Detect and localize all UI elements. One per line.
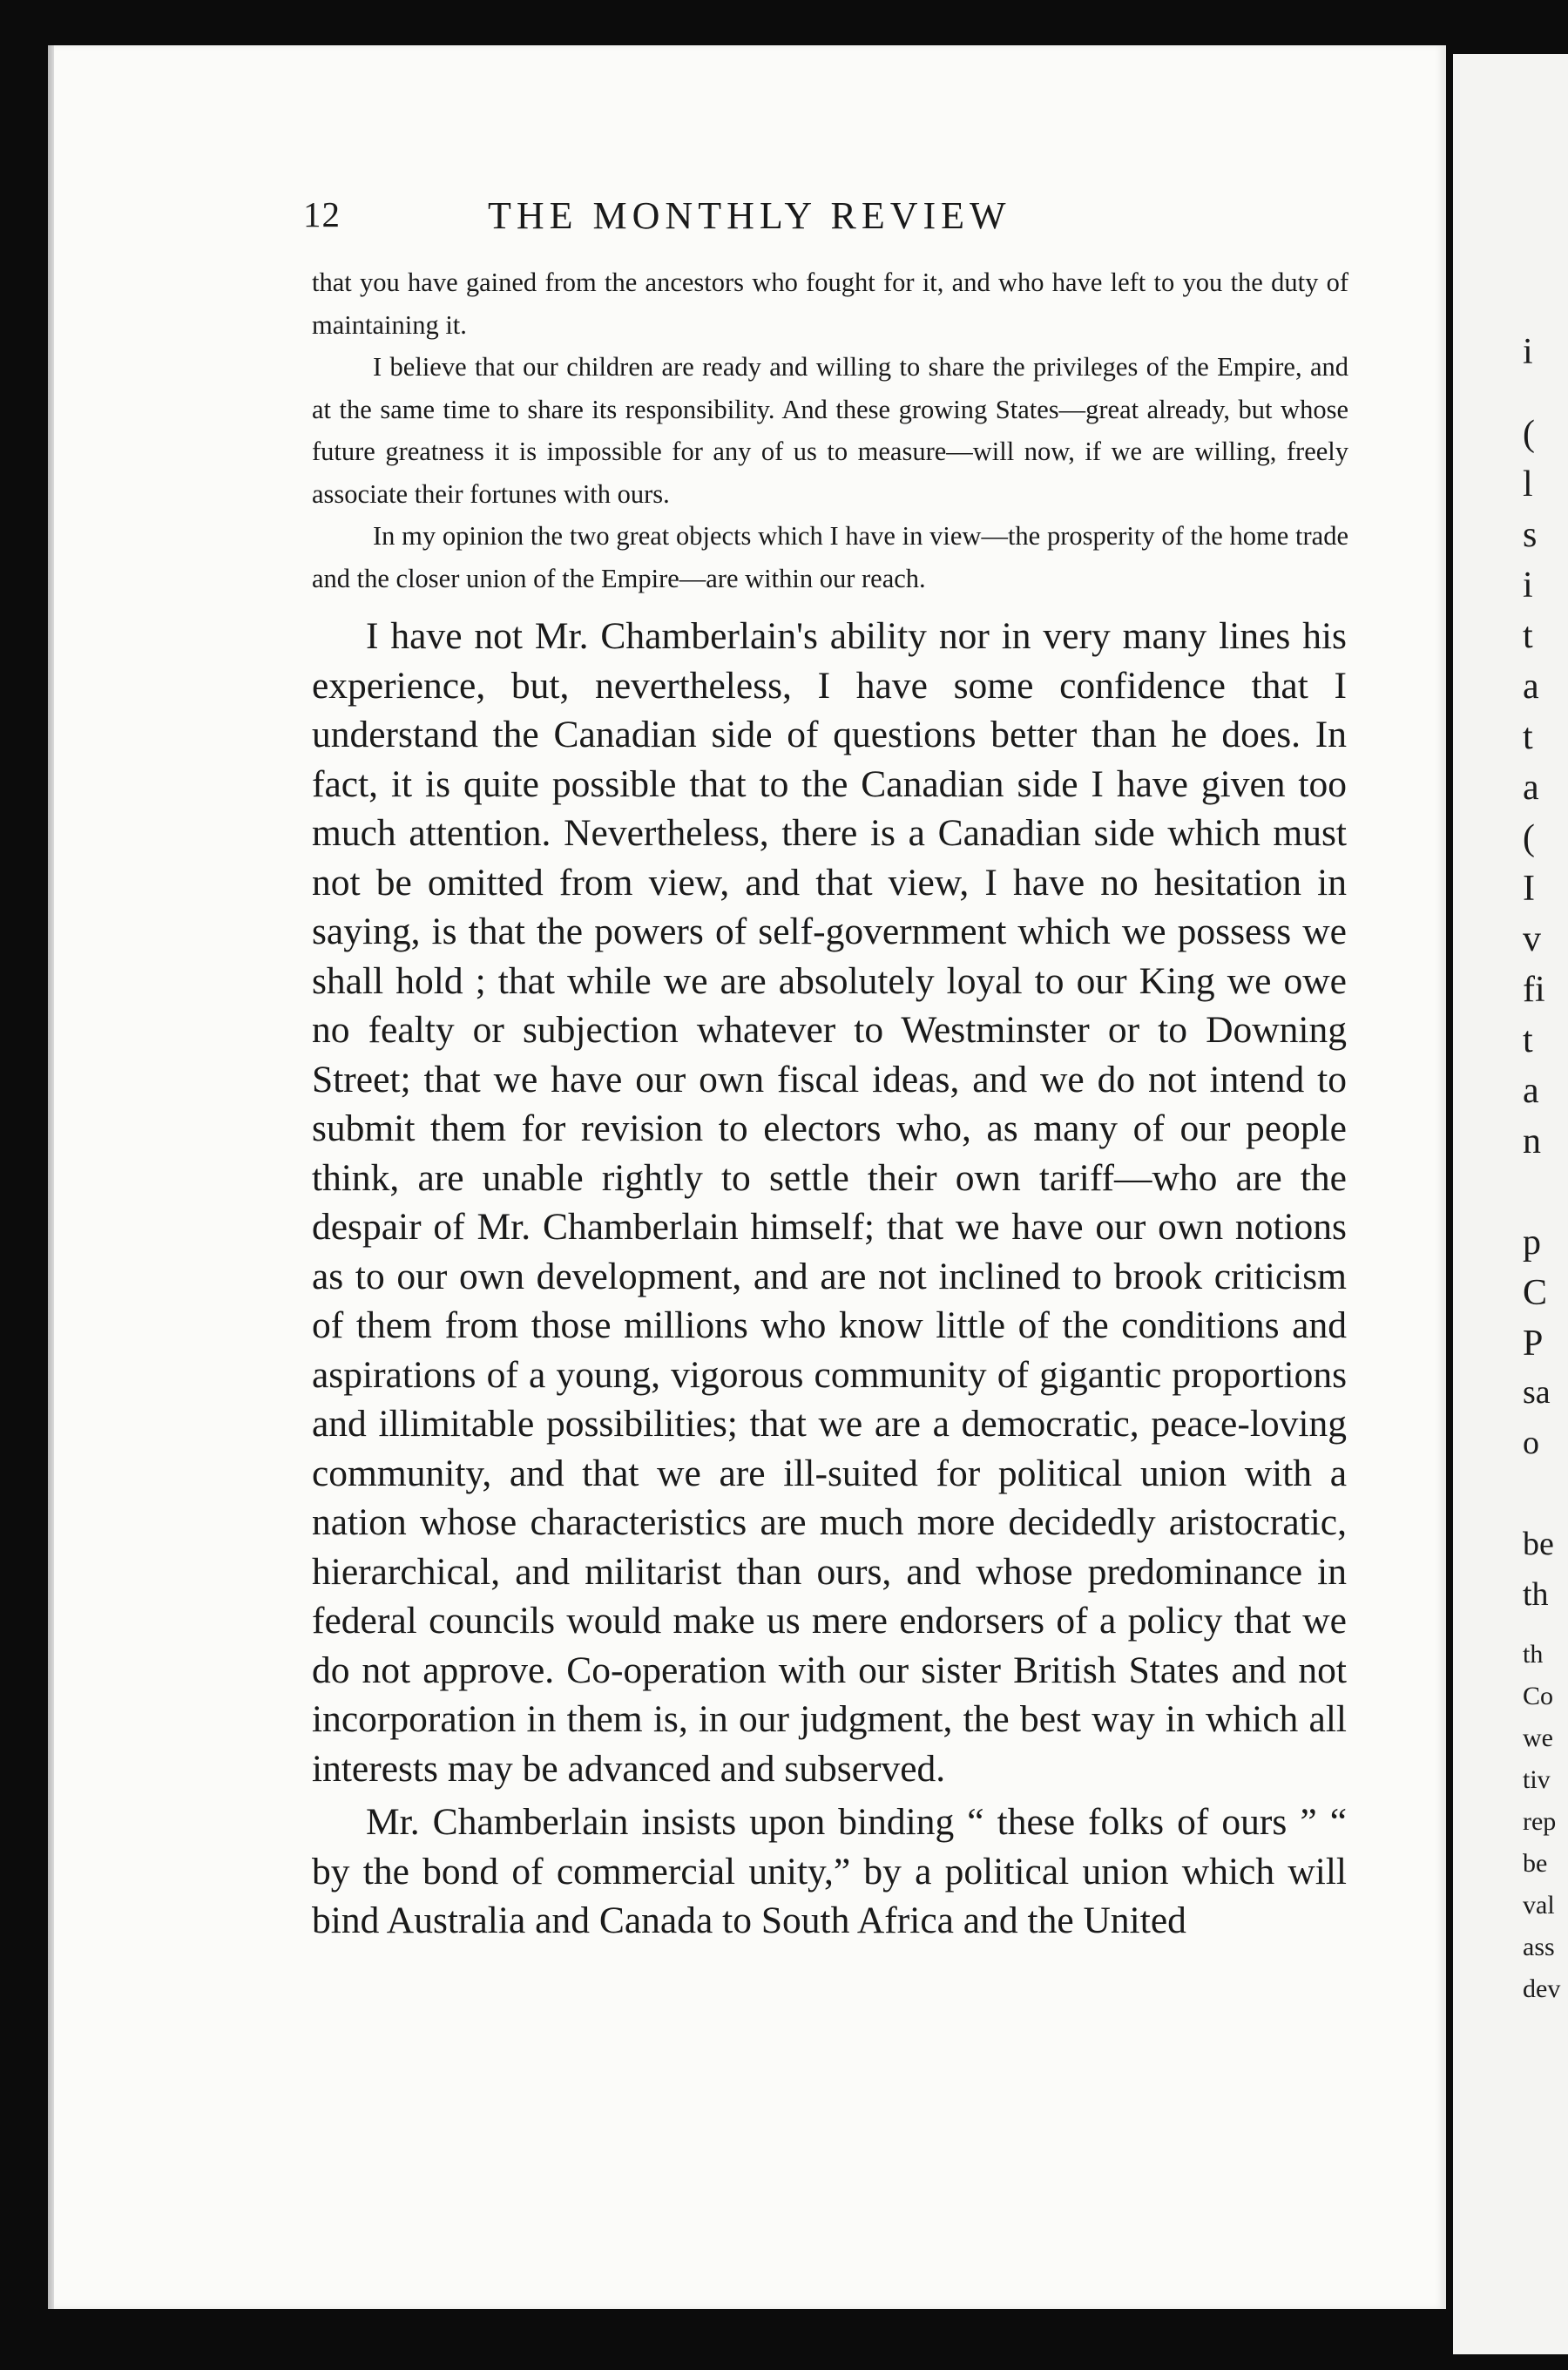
facing-page-fragment: C [1523,1273,1548,1313]
running-title: THE MONTHLY REVIEW [488,194,1011,237]
facing-page-fragment: a [1523,1071,1539,1111]
facing-page-fragment: o [1523,1425,1539,1461]
facing-page-fragment: n [1523,1121,1541,1161]
facing-page-fragment: val [1523,1891,1555,1920]
facing-page-fragment: i [1523,565,1533,606]
facing-page-fragment: i [1523,332,1533,372]
facing-page-fragment: I [1523,869,1535,909]
running-header [303,193,1348,254]
facing-page-fragment: th [1523,1576,1549,1613]
quote-paragraph: I believe that our children are ready and willing to share the privileges of the Empire, and at the same time to share its responsibility. And these growing States—great already, but whose future greatness it is impossible for any of us to measure—will now, if we are willing, freely associate their fortunes with ours. [312,352,1348,509]
facing-page-fragment: s [1523,515,1538,555]
body-paragraph: Mr. Chamberlain insists upon binding “ these folks of ours ” “ by the bond of commercial unity,” by a political union which will bind Australia and Canada to South Africa and the United [312,1801,1347,1941]
facing-page-fragment: th [1523,1640,1544,1669]
facing-page-fragment: be [1523,1526,1554,1562]
facing-page-fragment: tiv [1523,1765,1551,1794]
facing-page-fragment: a [1523,667,1539,707]
facing-page-fragment: be [1523,1849,1548,1878]
facing-page-fragment: dev [1523,1974,1561,2003]
facing-page-fragment: ass [1523,1933,1555,1961]
body-paragraph: I have not Mr. Chamberlain's ability nor in very many lines his experience, but, nevertheless, I have some confidence that I understand the Canadian side of questions better than he does. In fact, it is quite possible that to the Canadian side I have given too much attention. Nevertheless, there is a Canadian side which must not be omitted from view, and that view, I have no hesitation in saying, is that the powers of self-government which we possess we shall hold ; that while we are absolutely loyal to our King we owe no fealty or subjection whatever to Westminster or to Downing Street; that we have our own fiscal ideas, and we do not intend to submit them for revision to electors who, as many of our people think, are unable rightly to settle their own tariff—who are the despair of Mr. Chamberlain himself; that we have our own notions as to our own development, and are not inclined to brook criticism of them from those millions who know little of the conditions and aspirations of a young, vigorous community of gigantic proportions and illimitable possibilities; that we are a democratic, peace-loving community, and that we are ill-suited for political union with a nation whose characteristics are much more decidedly aristocratic, hierarchical, and militarist than ours, and whose predominance in federal councils would make us mere endorsers of a policy that we do not approve. Co-operation with our sister British States and not incorporation in them is, in our judgment, the best way in which all interests may be advanced and subserved. [312,615,1347,1790]
facing-page-fragment: t [1523,717,1533,757]
quoted-passage [312,261,1348,599]
facing-page-fragment: Co [1523,1682,1554,1710]
facing-page-fragment: we [1523,1723,1553,1752]
quote-paragraph: that you have gained from the ancestors who fought for it, and who have left to you the duty of maintaining it. [312,267,1348,340]
facing-page-fragment: sa [1523,1374,1551,1411]
quote-paragraph: In my opinion the two great objects which I have in view—the prosperity of the home trade and the closer union of the Empire—are within our reach. [312,521,1348,593]
facing-page-fragment: t [1523,616,1533,656]
facing-page-fragment: t [1523,1020,1533,1060]
facing-page-fragment: p [1523,1222,1541,1263]
facing-page-fragment: ( [1523,414,1535,454]
facing-page-fragment: l [1523,464,1533,504]
facing-page-fragment: v [1523,919,1541,959]
facing-page-fragment: a [1523,768,1539,808]
facing-page-fragment: rep [1523,1807,1557,1836]
page-number: 12 [303,194,341,234]
body-text [312,612,1347,1946]
facing-page-fragment: fi [1523,970,1545,1010]
facing-page-fragment: ( [1523,818,1535,858]
facing-page-fragment: P [1523,1324,1544,1364]
facing-page-edge [1453,54,1568,2354]
